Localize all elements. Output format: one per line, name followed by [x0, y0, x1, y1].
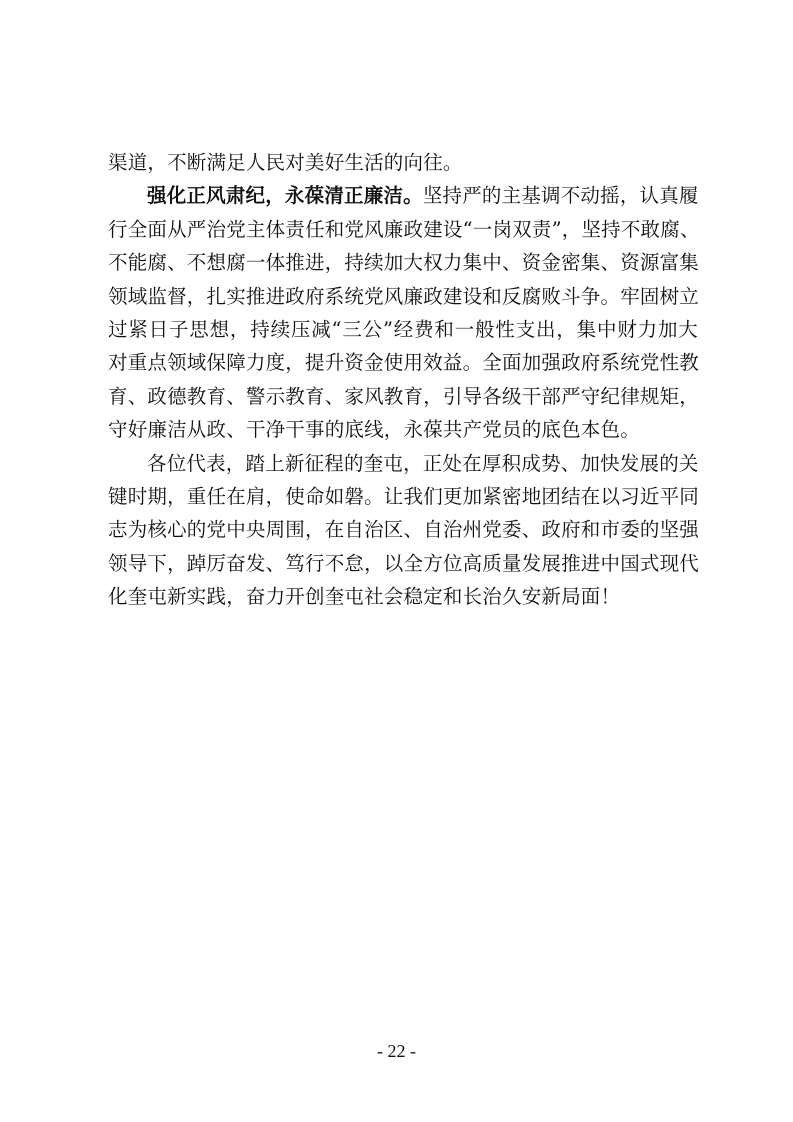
document-body [108, 146, 698, 613]
page-number: - 22 - [377, 1041, 416, 1061]
paragraph-2-line-4: 领域监督，扎实推进政府系统党风廉政建设和反腐败斗争。牢固树立 [108, 284, 700, 308]
paragraph-2-line-8: 守好廉洁从政、干净干事的底线，永葆共产党员的底色本色。 [108, 418, 640, 442]
paragraph-2-line-5: 过紧日子思想，持续压减“三公”经费和一般性支出，集中财力加大 [108, 317, 698, 341]
paragraph-1-line-1: 渠道，不断满足人民对美好生活的向往。 [108, 151, 463, 174]
paragraph-3-line-4: 领导下，踔厉奋发、笃行不怠，以全方位高质量发展推进中国式现代 [108, 551, 700, 575]
paragraph-3-line-2: 键时期，重任在肩，使命如磐。让我们更加紧密地团结在以习近平同 [108, 484, 700, 508]
paragraph-3-line-3: 志为核心的党中央周围，在自治区、自治州党委、政府和市委的坚强 [108, 518, 700, 542]
paragraph-2-line-7: 育、政德教育、警示教育、家风教育，引导各级干部严守纪律规矩， [108, 384, 700, 408]
paragraph-3-line-5: 化奎屯新实践，奋力开创奎屯社会稳定和长治久安新局面！ [108, 585, 621, 609]
paragraph-3-line-1: 各位代表，踏上新征程的奎屯，正处在厚积成势、加快发展的关 [147, 451, 699, 475]
paragraph-2-line-3: 不能腐、不想腐一体推进，持续加大权力集中、资金密集、资源富集 [108, 251, 700, 275]
paragraph-2-line-2: 行全面从严治党主体责任和党风廉政建设“一岗双责”，坚持不敢腐、 [108, 217, 700, 241]
paragraph-2-text: 坚持严的主基调不动摇，认真履 [422, 184, 699, 208]
paragraph-2-line-6: 对重点领域保障力度，提升资金使用效益。全面加强政府系统党性教 [108, 351, 700, 375]
section-heading: 强化正风肃纪，永葆清正廉洁。 [147, 184, 423, 208]
paragraph-2-line-1 [108, 179, 698, 212]
